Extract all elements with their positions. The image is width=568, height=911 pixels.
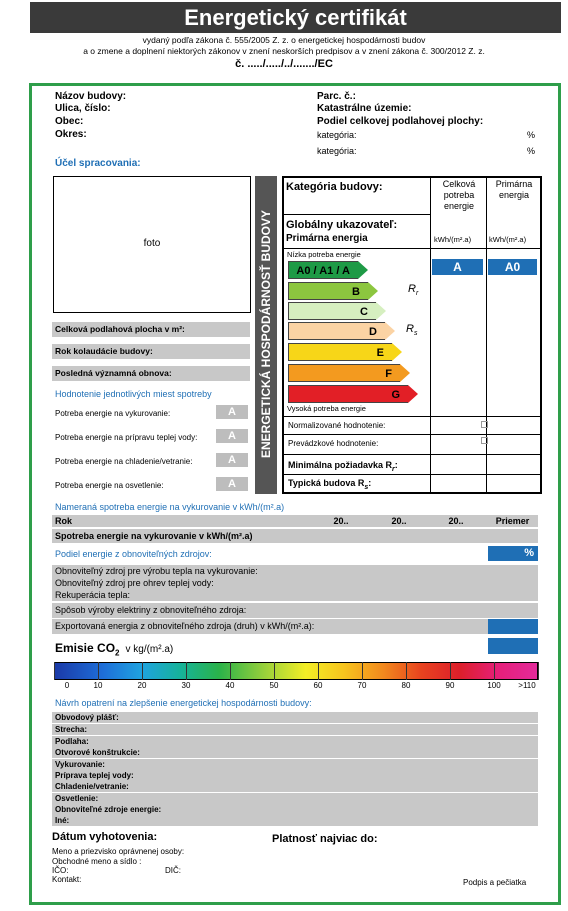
typical-building-label: Typická budova $R_s$:	[288, 478, 372, 491]
class-arrow-b: B	[288, 282, 368, 300]
cadastre-label: Katastrálne územie:	[317, 103, 412, 114]
building-name-label: Názov budovy:	[55, 91, 127, 102]
measure-cooling: Chladenie/vetranie:	[52, 781, 538, 792]
primary-energy-class: A0	[488, 259, 537, 275]
year-row-label: Rok	[55, 516, 73, 526]
co2-tick-mark	[494, 662, 495, 680]
approval-year-field: Rok kolaudácie budovy:	[52, 344, 250, 359]
class-arrow-d: D	[288, 322, 385, 340]
eval-hotwater-label: Potreba energie na prípravu teplej vody:	[55, 433, 198, 442]
normalized-checkbox[interactable]	[481, 421, 488, 428]
measure-renewables: Obnoviteľné zdroje energie:	[52, 804, 538, 815]
rr-marker: $R_r$	[408, 283, 419, 298]
class-arrow-g: G	[288, 385, 408, 403]
operational-checkbox[interactable]	[481, 437, 488, 444]
co2-tick-label: 80	[401, 681, 411, 690]
class-arrow-e: E	[288, 343, 392, 361]
parcel-label: Parc. č.:	[317, 91, 356, 102]
class-arrow-a: A0 / A1 / A	[288, 261, 358, 279]
co2-title: Emisie $CO_2$ v kg/(m².a)	[55, 641, 174, 658]
measure-roof: Strecha:	[52, 724, 538, 735]
co2-tick-label: 90	[445, 681, 455, 690]
co2-tick-mark	[450, 662, 451, 680]
eval-lighting-label: Potreba energie na osvetlenie:	[55, 481, 164, 490]
floor-share-label: Podiel celkovej podlahovej plochy:	[317, 116, 484, 127]
vertical-banner	[255, 176, 277, 494]
measure-lighting: Osvetlenie:	[52, 793, 538, 804]
street-label: Ulica, číslo:	[55, 103, 111, 114]
co2-tick-mark	[142, 662, 143, 680]
low-demand-label: Nízka potreba energie	[287, 250, 361, 259]
ico-label: IČO:	[52, 866, 69, 875]
renew-recuperation: Rekuperácia tepla:	[55, 590, 131, 600]
co2-tick-label: 40	[225, 681, 235, 690]
measure-envelope: Obvodový plášť:	[52, 712, 538, 723]
eval-hotwater-class: A	[216, 429, 248, 443]
co2-tick-label: 10	[93, 681, 103, 690]
company-label: Obchodné meno a sídlo :	[52, 857, 142, 866]
co2-tick-mark	[186, 662, 187, 680]
measures-title: Návrh opatrení na zlepšenie energetickej hospodárnosti budovy:	[55, 698, 312, 708]
building-category-label: Kategória budovy:	[286, 181, 383, 193]
col-primary-energy: Primárna energia	[495, 179, 533, 200]
validity-label: Platnosť najviac do:	[272, 833, 378, 845]
photo-label: foto	[143, 238, 161, 249]
col-total-energy: Celková potreba energie	[442, 179, 476, 211]
category-label-2: kategória:	[317, 146, 357, 156]
co2-tick-mark	[98, 662, 99, 680]
co2-tick-mark	[538, 662, 539, 680]
purpose-label: Účel spracovania:	[55, 158, 141, 169]
co2-tick-label: >110	[518, 681, 536, 690]
district-label: Okres:	[55, 129, 87, 140]
page-title: Energetický certifikát	[30, 2, 561, 33]
percent-1: %	[527, 130, 536, 140]
co2-tick-label: 60	[313, 681, 323, 690]
rs-marker: $R_s$	[406, 323, 418, 338]
year-1: 20..	[317, 515, 365, 527]
co2-tick-label: 20	[137, 681, 147, 690]
co2-tick-label: 100	[487, 681, 501, 690]
renewables-percent: %	[488, 546, 538, 561]
measured-title: Nameraná spotreba energie na vykurovanie v kWh/(m².a)	[55, 502, 285, 512]
renew-electricity-method: Spôsob výroby elektriny z obnoviteľného zdroja:	[52, 603, 538, 618]
measure-hotwater: Príprava teplej vody:	[52, 770, 538, 781]
unit-total: kWh/(m².a)	[434, 235, 472, 244]
co2-tick-mark	[362, 662, 363, 680]
class-arrow-f: F	[288, 364, 400, 382]
legal-line-1: vydaný podľa zákona č. 555/2005 Z. z. o energetickej hospodárnosti budov	[142, 35, 426, 45]
co2-value-box	[488, 638, 538, 654]
co2-tick-label: 30	[181, 681, 191, 690]
measure-heating: Vykurovanie:	[52, 759, 538, 770]
renew-hotwater: Obnoviteľný zdroj pre ohrev teplej vody:	[55, 578, 214, 588]
measure-other: Iné:	[52, 815, 538, 826]
person-label: Meno a priezvisko oprávnenej osoby:	[52, 847, 185, 856]
cert-number: č. ...../...../../......./EC	[235, 58, 333, 70]
co2-tick-mark	[230, 662, 231, 680]
photo-box	[53, 176, 251, 313]
percent-2: %	[527, 146, 536, 156]
dic-label: DIČ:	[165, 866, 181, 875]
signature-label: Podpis a pečiatka	[463, 878, 527, 887]
heating-consumption-label: Spotreba energie na vykurovanie v kWh/(m².a)	[55, 531, 253, 541]
global-indicator-label: Globálny ukazovateľ:	[286, 219, 398, 231]
class-arrow-c: C	[288, 302, 376, 320]
co2-tick-label: 50	[269, 681, 279, 690]
operational-label: Prevádzkové hodnotenie:	[288, 439, 379, 448]
eval-heating-class: A	[216, 405, 248, 419]
unit-primary: kWh/(m².a)	[489, 235, 527, 244]
normalized-label: Normalizované hodnotenie:	[288, 421, 386, 430]
measure-floor: Podlaha:	[52, 736, 538, 747]
year-3: 20..	[432, 515, 480, 527]
eval-heating-label: Potreba energie na vykurovanie:	[55, 409, 171, 418]
measure-openings: Otvorové konštrukcie:	[52, 747, 538, 758]
high-demand-label: Vysoká potreba energie	[287, 404, 366, 413]
average-label: Priemer	[487, 515, 538, 527]
category-label-1: kategória:	[317, 130, 357, 140]
export-value-box	[488, 619, 538, 634]
renew-heating: Obnoviteľný zdroj pre výrobu tepla na vykurovanie:	[55, 566, 258, 576]
primary-energy-label: Primárna energia	[286, 233, 368, 244]
floor-area-field: Celková podlahová plocha v m²:	[52, 322, 250, 337]
date-label: Dátum vyhotovenia:	[52, 831, 158, 843]
co2-tick-mark	[274, 662, 275, 680]
co2-tick-mark	[406, 662, 407, 680]
renew-export: Exportovaná energia z obnoviteľného zdroja (druh) v kWh/(m².a):	[52, 619, 538, 634]
contact-label: Kontakt:	[52, 875, 82, 884]
legal-line-2: a o zmene a doplnení niektorých zákonov v znení neskorších predpisov a v znení zákona č. 300/2012 Z. z.	[83, 46, 485, 56]
eval-title: Hodnotenie jednotlivých miest spotreby	[55, 389, 212, 399]
renewables-title: Podiel energie z obnoviteľných zdrojov:	[55, 549, 212, 559]
vertical-banner-text: ENERGETICKÁ HOSPODÁRNOSŤ BUDOVY	[259, 209, 273, 459]
town-label: Obec:	[55, 116, 84, 127]
co2-tick-label: 70	[357, 681, 367, 690]
total-energy-class: A	[432, 259, 483, 275]
year-2: 20..	[375, 515, 423, 527]
min-requirement-label: Minimálna požiadavka $R_r$:	[288, 460, 398, 473]
eval-cooling-class: A	[216, 453, 248, 467]
co2-tick-label: 0	[64, 681, 70, 690]
eval-lighting-class: A	[216, 477, 248, 491]
eval-cooling-label: Potreba energie na chladenie/vetranie:	[55, 457, 193, 466]
co2-tick-mark	[318, 662, 319, 680]
co2-tick-mark	[54, 662, 55, 680]
renovation-field: Posledná významná obnova:	[52, 366, 250, 381]
